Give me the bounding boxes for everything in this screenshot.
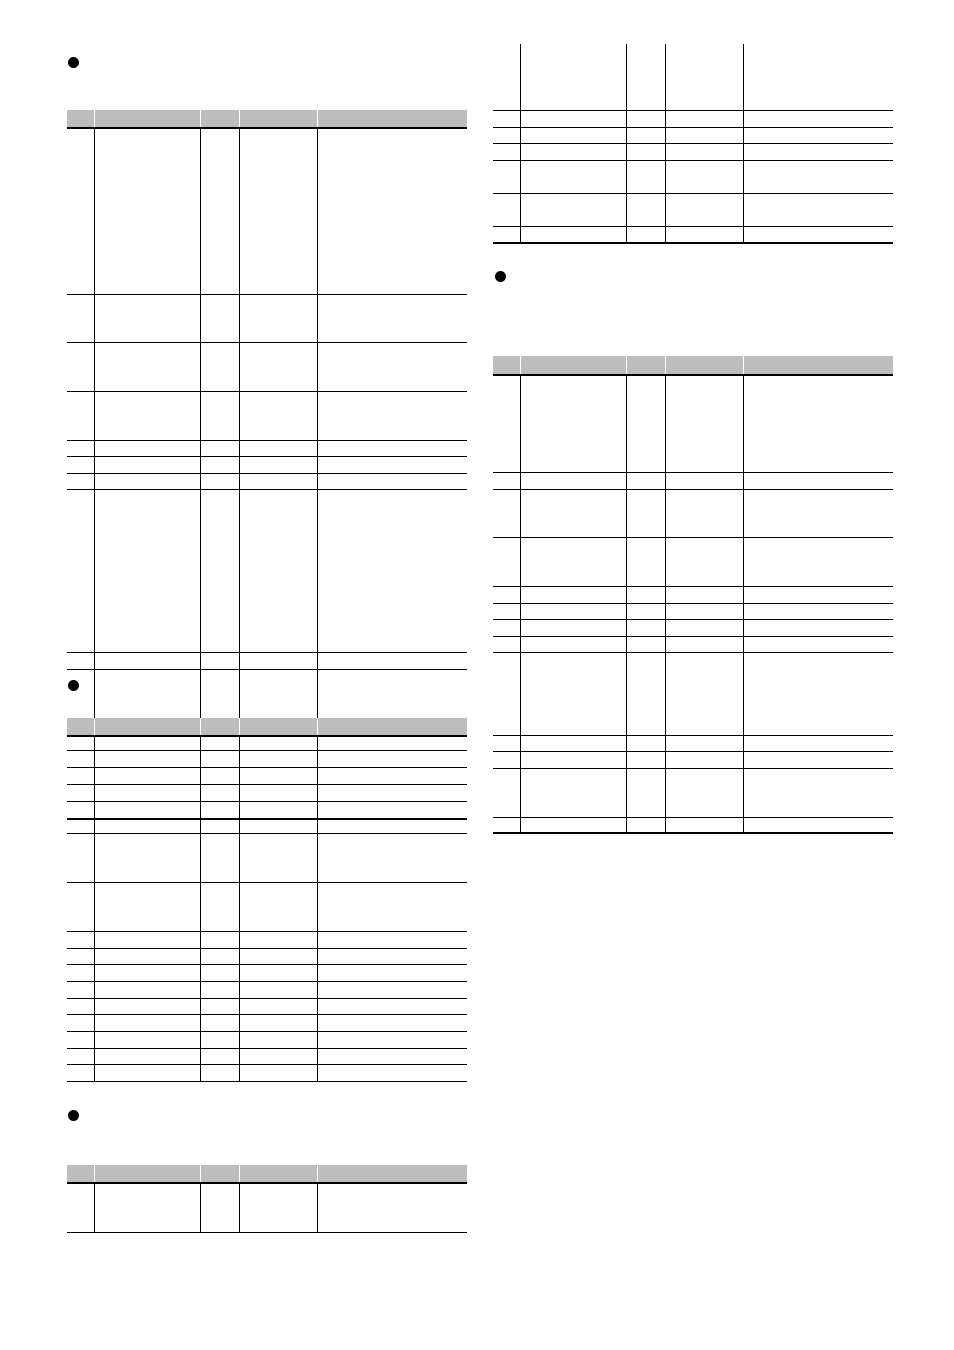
table-row bbox=[493, 636, 893, 652]
table-row bbox=[493, 817, 893, 833]
header-divider bbox=[317, 110, 318, 128]
table-row bbox=[493, 226, 893, 243]
table-row bbox=[493, 375, 893, 472]
table-row bbox=[493, 603, 893, 619]
column-divider bbox=[665, 44, 666, 243]
table-row bbox=[493, 652, 893, 735]
table-row bbox=[67, 998, 467, 1014]
header-divider bbox=[317, 1165, 318, 1183]
bullet-icon bbox=[68, 1110, 79, 1121]
table-row bbox=[493, 160, 893, 193]
column-divider bbox=[520, 44, 521, 243]
table-row bbox=[67, 456, 467, 473]
table-row bbox=[493, 768, 893, 817]
table-bottom-rule bbox=[67, 1081, 467, 1082]
table-row bbox=[493, 44, 893, 110]
table-section-4 bbox=[493, 356, 893, 836]
table-row bbox=[493, 143, 893, 160]
header-divider bbox=[743, 356, 744, 375]
table-section-3 bbox=[67, 1165, 467, 1235]
table-row bbox=[67, 736, 467, 833]
table-section-1 bbox=[67, 110, 467, 654]
table-row bbox=[493, 193, 893, 226]
column-divider bbox=[239, 128, 240, 819]
table-row bbox=[67, 1183, 467, 1232]
table-row bbox=[67, 833, 467, 882]
column-divider bbox=[94, 1183, 95, 1232]
table-row bbox=[67, 489, 467, 652]
table-row bbox=[67, 128, 467, 294]
header-divider bbox=[94, 110, 95, 128]
bullet-icon bbox=[68, 57, 79, 68]
table-bottom-rule bbox=[493, 242, 893, 244]
table-bottom-rule bbox=[493, 832, 893, 834]
table-row bbox=[67, 440, 467, 456]
table-row bbox=[493, 472, 893, 489]
header-divider bbox=[94, 718, 95, 736]
table-row bbox=[493, 127, 893, 143]
table-row bbox=[67, 1014, 467, 1031]
header-divider bbox=[200, 718, 201, 736]
table-row bbox=[493, 537, 893, 586]
table-row bbox=[493, 110, 893, 127]
table-row bbox=[67, 931, 467, 948]
column-divider bbox=[200, 1183, 201, 1232]
header-divider bbox=[317, 718, 318, 736]
header-divider bbox=[200, 110, 201, 128]
column-divider bbox=[743, 44, 744, 243]
table-row bbox=[67, 981, 467, 998]
table-header bbox=[493, 356, 893, 375]
column-divider bbox=[626, 375, 627, 833]
header-divider bbox=[200, 1165, 201, 1183]
column-divider bbox=[317, 128, 318, 819]
table-row bbox=[493, 619, 893, 636]
column-divider bbox=[200, 128, 201, 819]
table-bottom-rule bbox=[67, 1232, 467, 1233]
table-row bbox=[67, 1031, 467, 1048]
table-row bbox=[67, 342, 467, 391]
table-row bbox=[67, 964, 467, 981]
header-divider bbox=[239, 1165, 240, 1183]
column-divider bbox=[743, 375, 744, 833]
header-divider bbox=[520, 356, 521, 375]
column-divider bbox=[317, 736, 318, 1081]
table-section-2 bbox=[67, 718, 467, 1085]
table-header bbox=[67, 718, 467, 736]
table-row bbox=[493, 489, 893, 537]
table-row bbox=[67, 1064, 467, 1081]
table-row bbox=[493, 735, 893, 751]
table-header bbox=[67, 1165, 467, 1183]
table-row bbox=[67, 391, 467, 440]
table-row bbox=[67, 882, 467, 931]
bullet-icon bbox=[68, 680, 79, 691]
column-divider bbox=[317, 1183, 318, 1232]
table-header bbox=[67, 110, 467, 128]
column-divider bbox=[665, 375, 666, 833]
column-divider bbox=[94, 736, 95, 1081]
table-section-3-continued bbox=[493, 44, 893, 244]
column-divider bbox=[239, 1183, 240, 1232]
table-row bbox=[67, 473, 467, 489]
header-divider bbox=[626, 356, 627, 375]
header-divider bbox=[239, 718, 240, 736]
column-divider bbox=[239, 736, 240, 1081]
column-divider bbox=[200, 736, 201, 1081]
table-row bbox=[67, 948, 467, 964]
header-divider bbox=[94, 1165, 95, 1183]
header-divider bbox=[239, 110, 240, 128]
column-divider bbox=[626, 44, 627, 243]
bullet-icon bbox=[495, 271, 506, 282]
column-divider bbox=[520, 375, 521, 833]
table-row bbox=[67, 294, 467, 342]
table-row bbox=[67, 1048, 467, 1064]
header-divider bbox=[665, 356, 666, 375]
table-row bbox=[67, 652, 467, 669]
column-divider bbox=[94, 128, 95, 819]
table-row bbox=[493, 586, 893, 603]
table-row bbox=[493, 751, 893, 768]
